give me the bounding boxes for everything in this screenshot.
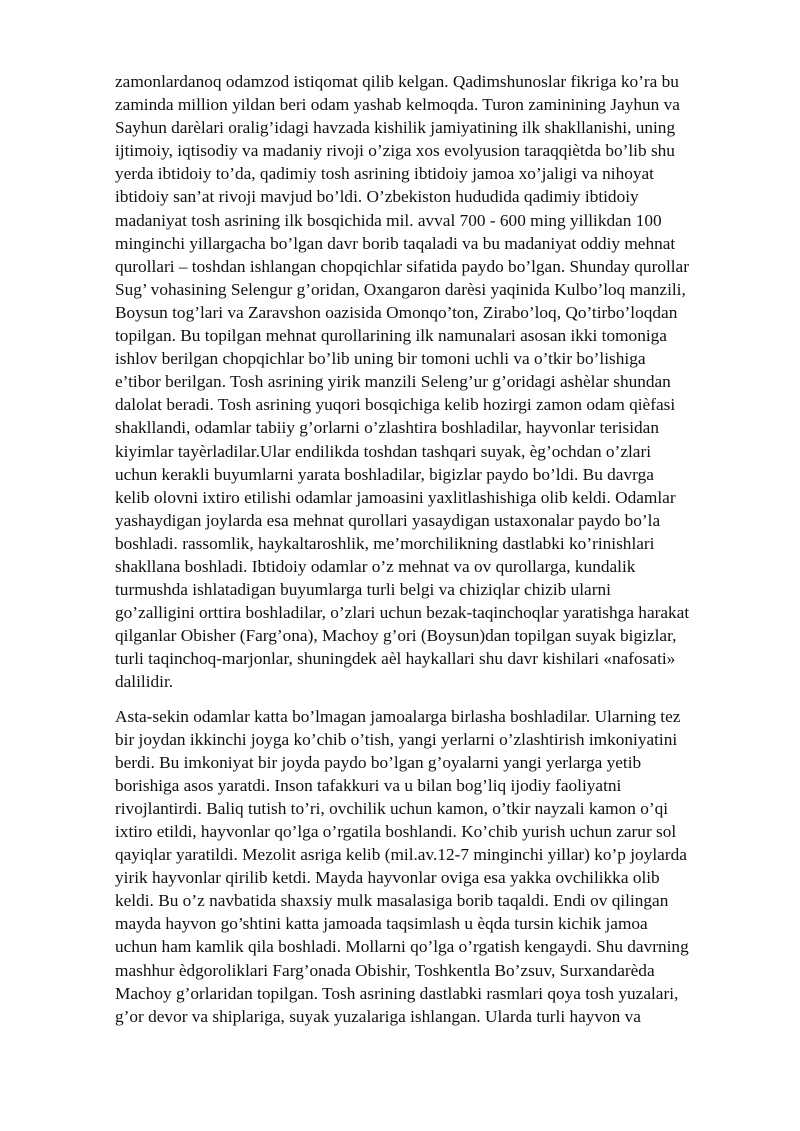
text-line: shakllana boshladi. Ibtidoiy odamlar o’z mehnat va ov qurollarga, kundalik xyxy=(115,556,636,576)
text-line: mayda hayvon go’shtini katta jamoada taqsimlash u èqda tursin kichik jamoa xyxy=(115,914,648,934)
text-line: g’or devor va shiplariga, suyak yuzalariga ishlangan. Ularda turli hayvon va xyxy=(115,1006,641,1026)
text-line: shakllandi, odamlar tabiiy g’orlarni o’zlashtira boshladilar, hayvonlar terisidan xyxy=(115,418,659,438)
text-line: ibtidoiy san’at rivoji mavjud bo’ldi. O’zbekiston hududida qadimiy ibtidoiy xyxy=(115,187,639,207)
text-line: ixtiro etildi, hayvonlar qo’lga o’rgatila boshlandi. Ko’chib yurish uchun zarur sol xyxy=(115,822,677,841)
text-line: kiyimlar tayèrladilar.Ular endilikda toshdan tashqari suyak, èg’ochdan o’zlari xyxy=(115,441,652,461)
paragraph-2 xyxy=(115,705,700,1028)
text-line: Asta-sekin odamlar katta bo’lmagan jamoalarga birlasha boshladilar. Ularning tez xyxy=(115,706,681,726)
text-line: minginchi yillargacha bo’lgan davr borib taqaladi va bu madaniyat oddiy mehnat xyxy=(115,233,676,253)
text-line: e’tibor berilgan. Tosh asrining yirik manzili Seleng’ur g’oridagi ashèlar shundan xyxy=(115,372,671,392)
text-line: zaminda million yildan beri odam yashab kelmoqda. Turon zaminining Jayhun va xyxy=(115,95,680,115)
text-line: ijtimoiy, iqtisodiy va madaniy rivoji o’ziga xos evolyusion taraqqiètda bo’lib shu xyxy=(115,141,675,161)
text-line: borishiga asos yaratdi. Inson tafakkuri va u bilan bog’liq ijodiy faoliyatni xyxy=(115,775,622,795)
text-line: keldi. Bu o’z navbatida shaxsiy mulk masalasiga borib taqaldi. Endi ov qilingan xyxy=(115,891,669,911)
text-line: bir joydan ikkinchi joyga ko’chib o’tish, yangi yerlarni o’zlashtirish imkoniyatini xyxy=(115,729,678,749)
text-line: zamonlardanoq odamzod istiqomat qilib kelgan. Qadimshunoslar fikriga ko’ra bu xyxy=(115,72,679,91)
text-line: Sayhun darèlari oralig’idagi havzada kishilik jamiyatining ilk shakllanishi, uning xyxy=(115,118,676,138)
paragraph-spacer xyxy=(115,694,700,705)
text-line: boshladi. rassomlik, haykaltaroshlik, me’morchilikning dastlabki ko’rinishlari xyxy=(115,533,655,553)
document-page xyxy=(115,70,700,1028)
text-line: madaniyat tosh asrining ilk bosqichida mil. avval 700 - 600 ming yillikdan 100 xyxy=(115,210,662,230)
text-line: Boysun tog’lari va Zaravshon oazisida Omonqo’ton, Zirabo’loq, Qo’tirbo’loqdan xyxy=(115,302,678,322)
text-line: Machoy g’orlaridan topilgan. Tosh asrining dastlabki rasmlari qoya tosh yuzalari, xyxy=(115,983,679,1003)
text-line: qilganlar Obisher (Farg’ona), Machoy g’ori (Boysun)dan topilgan suyak bigizlar, xyxy=(115,626,677,646)
text-line: topilgan. Bu topilgan mehnat qurollarining ilk namunalari asosan ikki tomoniga xyxy=(115,326,667,346)
text-line: uchun ham kamlik qila boshladi. Mollarni qo’lga o’rgatish kengaydi. Shu davrning xyxy=(115,937,689,957)
text-line: turli taqinchoq-marjonlar, shuningdek aèl haykallari shu davr kishilari «nafosati» xyxy=(115,649,676,669)
text-line: turmushda ishlatadigan buyumlarga turli belgi va chiziqlar chizib ularni xyxy=(115,580,611,600)
text-line: berdi. Bu imkoniyat bir joyda paydo bo’lgan g’oyalarni yangi yerlarga yetib xyxy=(115,752,642,772)
text-line: rivojlantirdi. Baliq tutish to’ri, ovchilik uchun kamon, o’tkir nayzali kamon o’qi xyxy=(115,798,669,818)
text-line: dalilidir. xyxy=(115,672,174,692)
text-line: ishlov berilgan chopqichlar bo’lib uning bir tomoni uchli va o’tkir bo’lishiga xyxy=(115,349,646,369)
text-line: uchun kerakli buyumlarni yarata boshladilar, bigizlar paydo bo’ldi. Bu davrga xyxy=(115,464,654,484)
text-line: yerda ibtidoiy to’da, qadimiy tosh asrining ibtidoiy jamoa xo’jaligi va nihoyat xyxy=(115,164,654,184)
text-line: go’zalligini orttira boshladilar, o’zlari uchun bezak-taqinchoqlar yaratishga harakat xyxy=(115,603,690,623)
text-line: yashaydigan joylarda esa mehnat qurollari yasaydigan ustaxonalar paydo bo’la xyxy=(115,510,661,530)
text-line: qurollari – toshdan ishlangan chopqichlar sifatida paydo bo’lgan. Shunday qurollar xyxy=(115,256,689,276)
text-line: qayiqlar yaratildi. Mezolit asriga kelib (mil.av.12-7 minginchi yillar) ko’p joylarda xyxy=(115,845,687,865)
text-line: dalolat beradi. Tosh asrining yuqori bosqichiga kelib hozirgi zamon odam qièfasi xyxy=(115,395,676,415)
text-line: yirik hayvonlar qirilib ketdi. Mayda hayvonlar oviga esa yakka ovchilikka olib xyxy=(115,868,660,888)
text-line: mashhur èdgoroliklari Farg’onada Obishir, Toshkentla Bo’zsuv, Surxandarèda xyxy=(115,960,655,980)
text-line: Sug’ vohasining Selengur g’oridan, Oxangaron darèsi yaqinida Kulbo’loq manzili, xyxy=(115,279,686,299)
paragraph-1 xyxy=(115,70,700,694)
text-line: kelib olovni ixtiro etilishi odamlar jamoasini yaxlitlashishiga olib keldi. Odamlar xyxy=(115,487,676,507)
